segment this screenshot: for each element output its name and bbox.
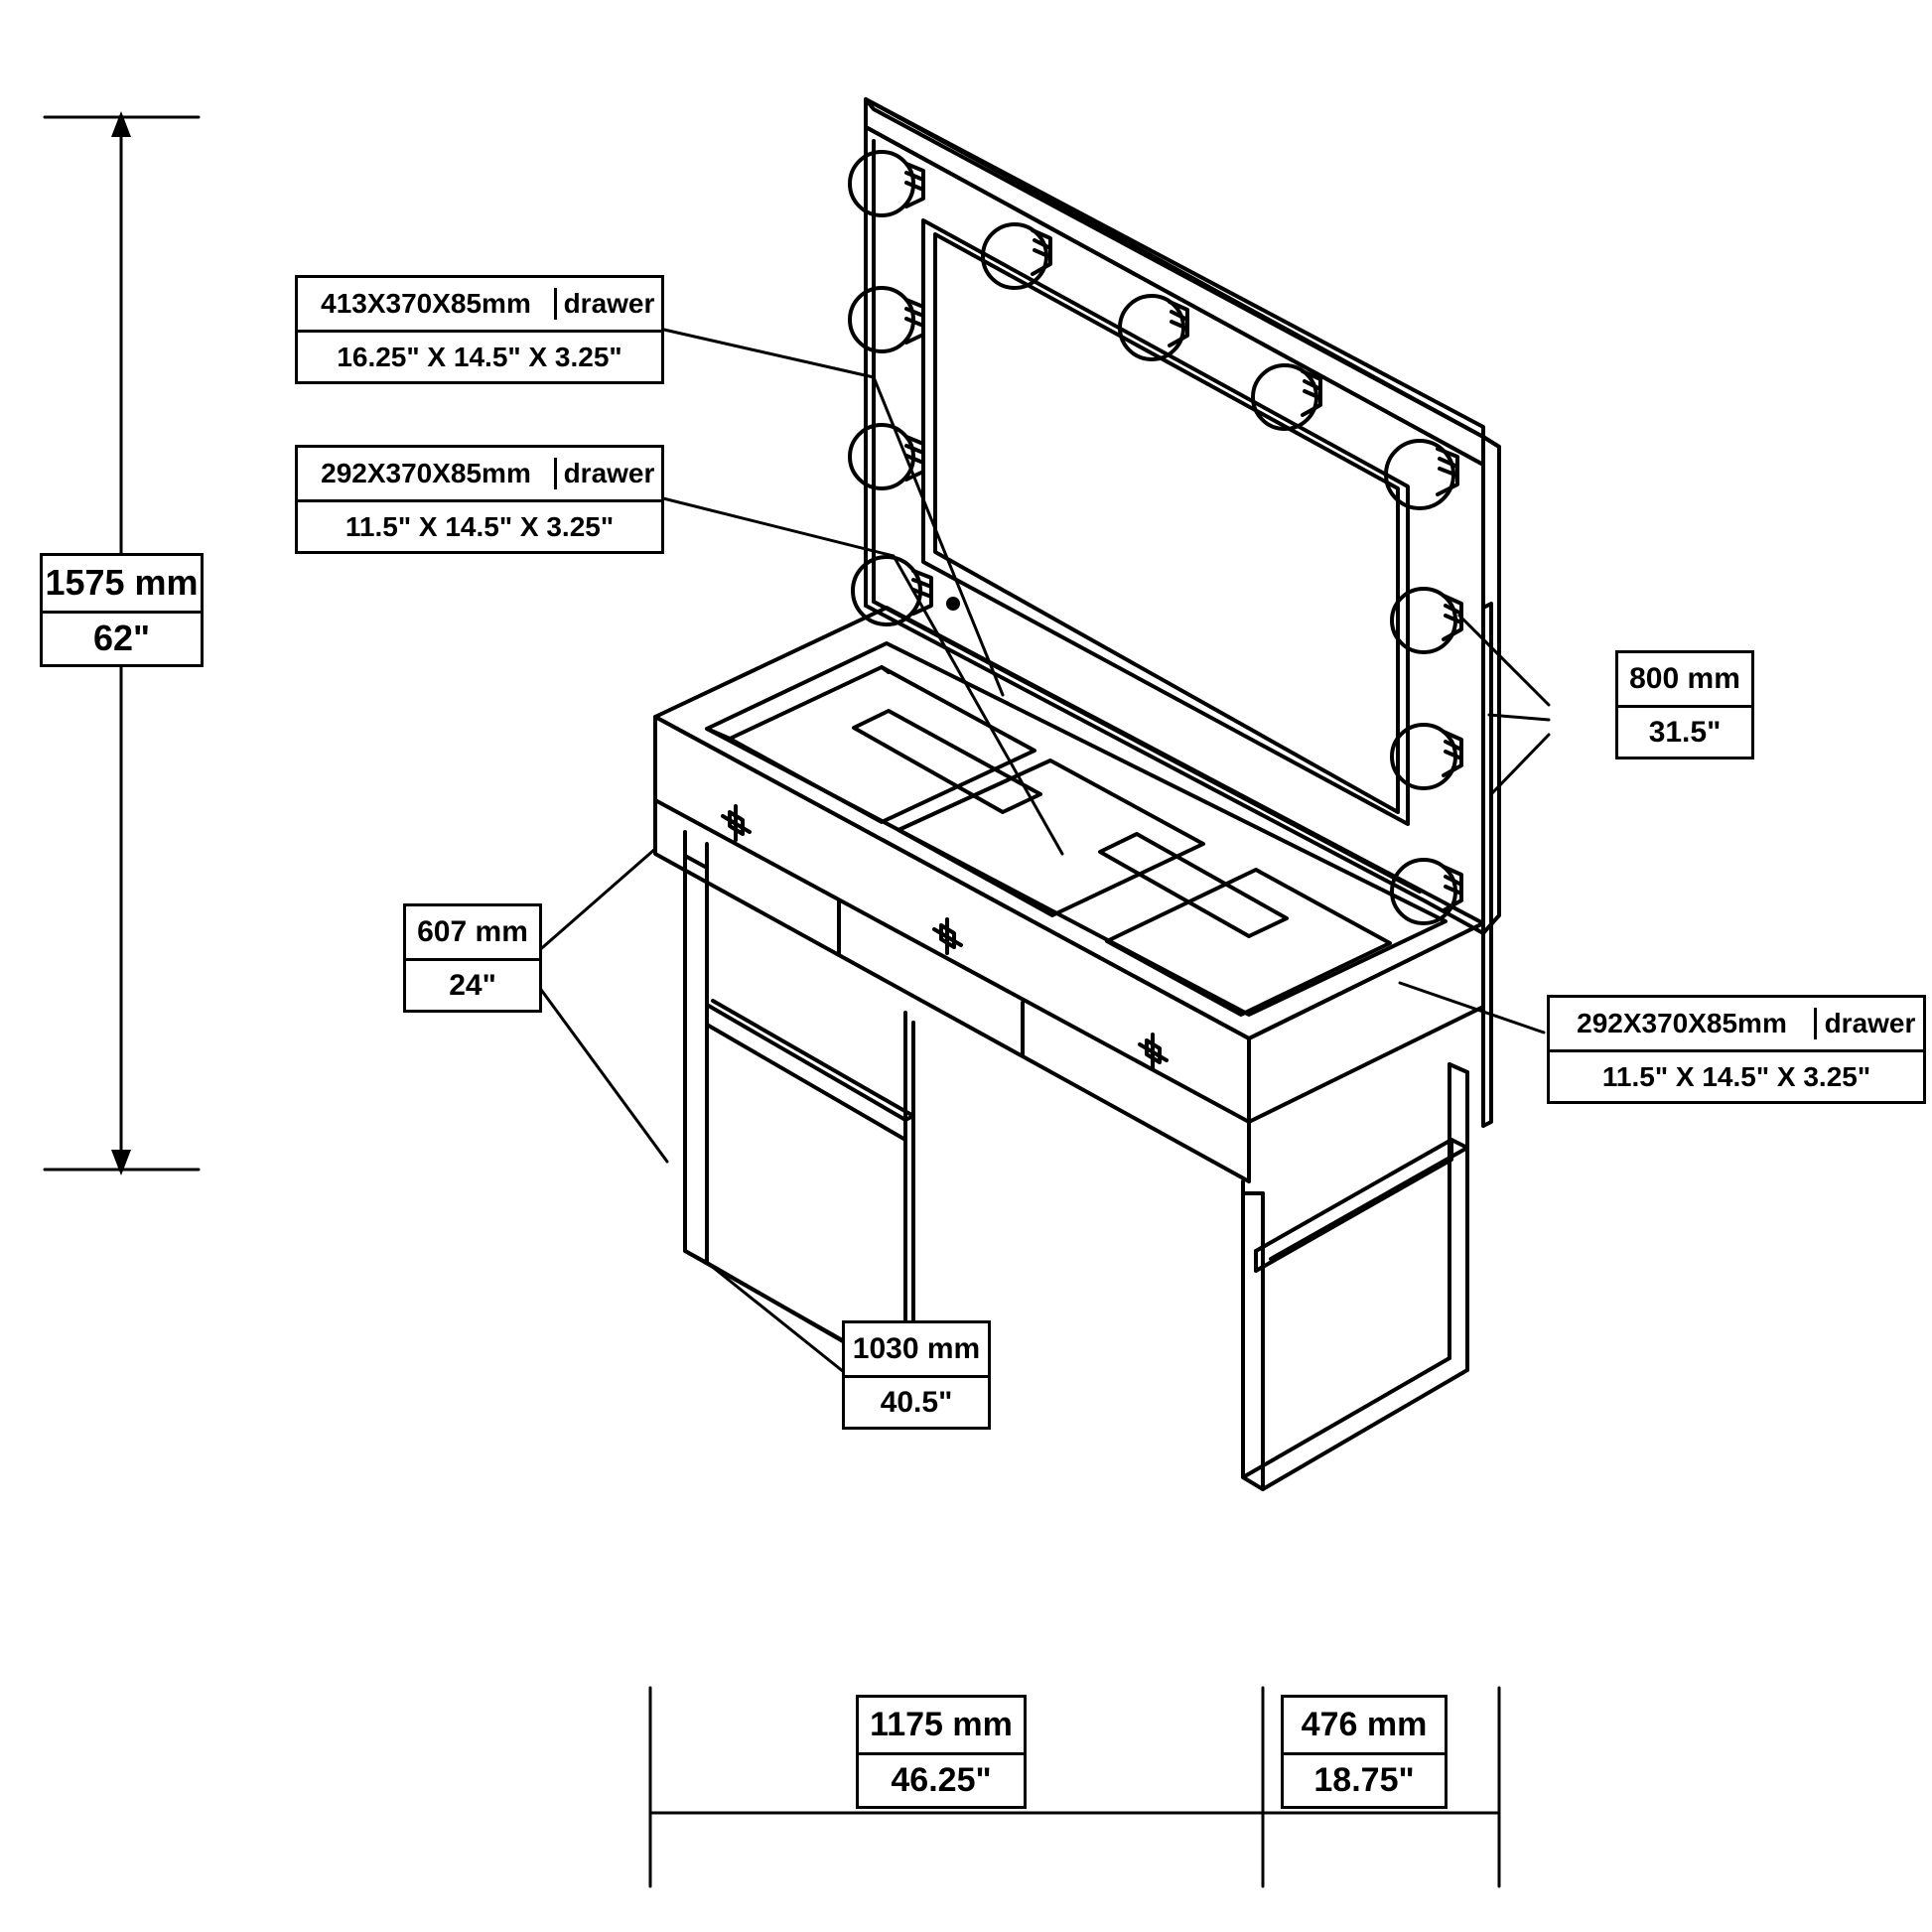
- bulb: [1120, 296, 1187, 359]
- table-side-width-label: [842, 1320, 991, 1430]
- bulb: [850, 425, 923, 488]
- table-height-imperial: 24": [449, 968, 496, 1002]
- mirror-height-metric: 800 mm: [1629, 662, 1740, 695]
- drawer-small-left-size-in: 11.5" X 14.5" X 3.25": [345, 510, 615, 542]
- drawer-small-left-size-mm: 292X370X85mm: [321, 458, 531, 488]
- overall-depth-label: [1281, 1695, 1448, 1809]
- drawer-large-size-mm: 413X370X85mm: [321, 288, 531, 319]
- bulb-group: [850, 152, 1461, 923]
- table-height-label: [403, 903, 542, 1013]
- overall-height-metric: 1575 mm: [45, 562, 199, 604]
- bulb: [1392, 589, 1461, 652]
- mirror-height-label: [1615, 650, 1754, 759]
- table-side-width-imperial: 40.5": [880, 1385, 953, 1419]
- bulb: [1386, 441, 1457, 508]
- drawer-handle: [934, 919, 961, 953]
- callout-drawer-small-left: [295, 445, 664, 554]
- drawer-small-right-kind: drawer: [1814, 1008, 1923, 1039]
- callout-drawer-large: [295, 275, 664, 384]
- overall-depth-metric: 476 mm: [1301, 1705, 1428, 1743]
- bulb: [850, 152, 923, 215]
- drawer-small-right-size-mm: 292X370X85mm: [1577, 1008, 1787, 1038]
- overall-depth-imperial: 18.75": [1313, 1760, 1415, 1799]
- overall-height-label: [40, 553, 204, 667]
- table-legs: [685, 832, 1467, 1489]
- drawer-small-right-size-in: 11.5" X 14.5" X 3.25": [1601, 1060, 1871, 1092]
- drawer-small-left-kind: drawer: [554, 458, 661, 489]
- overall-height-imperial: 62": [92, 618, 151, 659]
- table-height-metric: 607 mm: [417, 915, 528, 948]
- overall-width-metric: 1175 mm: [870, 1705, 1013, 1743]
- overall-width-label: [856, 1695, 1027, 1809]
- mirror-frame: [866, 99, 1499, 1126]
- bulb: [1392, 725, 1461, 788]
- drawer-large-kind: drawer: [554, 288, 661, 320]
- table-side-width-metric: 1030 mm: [852, 1332, 981, 1365]
- drawer-large-size-in: 16.25" X 14.5" X 3.25": [337, 341, 622, 372]
- bulb: [850, 288, 923, 351]
- drawer-handle: [723, 806, 750, 840]
- callout-drawer-small-right: [1547, 995, 1926, 1104]
- mirror-height-imperial: 31.5": [1648, 715, 1722, 749]
- overall-width-imperial: 46.25": [891, 1760, 992, 1799]
